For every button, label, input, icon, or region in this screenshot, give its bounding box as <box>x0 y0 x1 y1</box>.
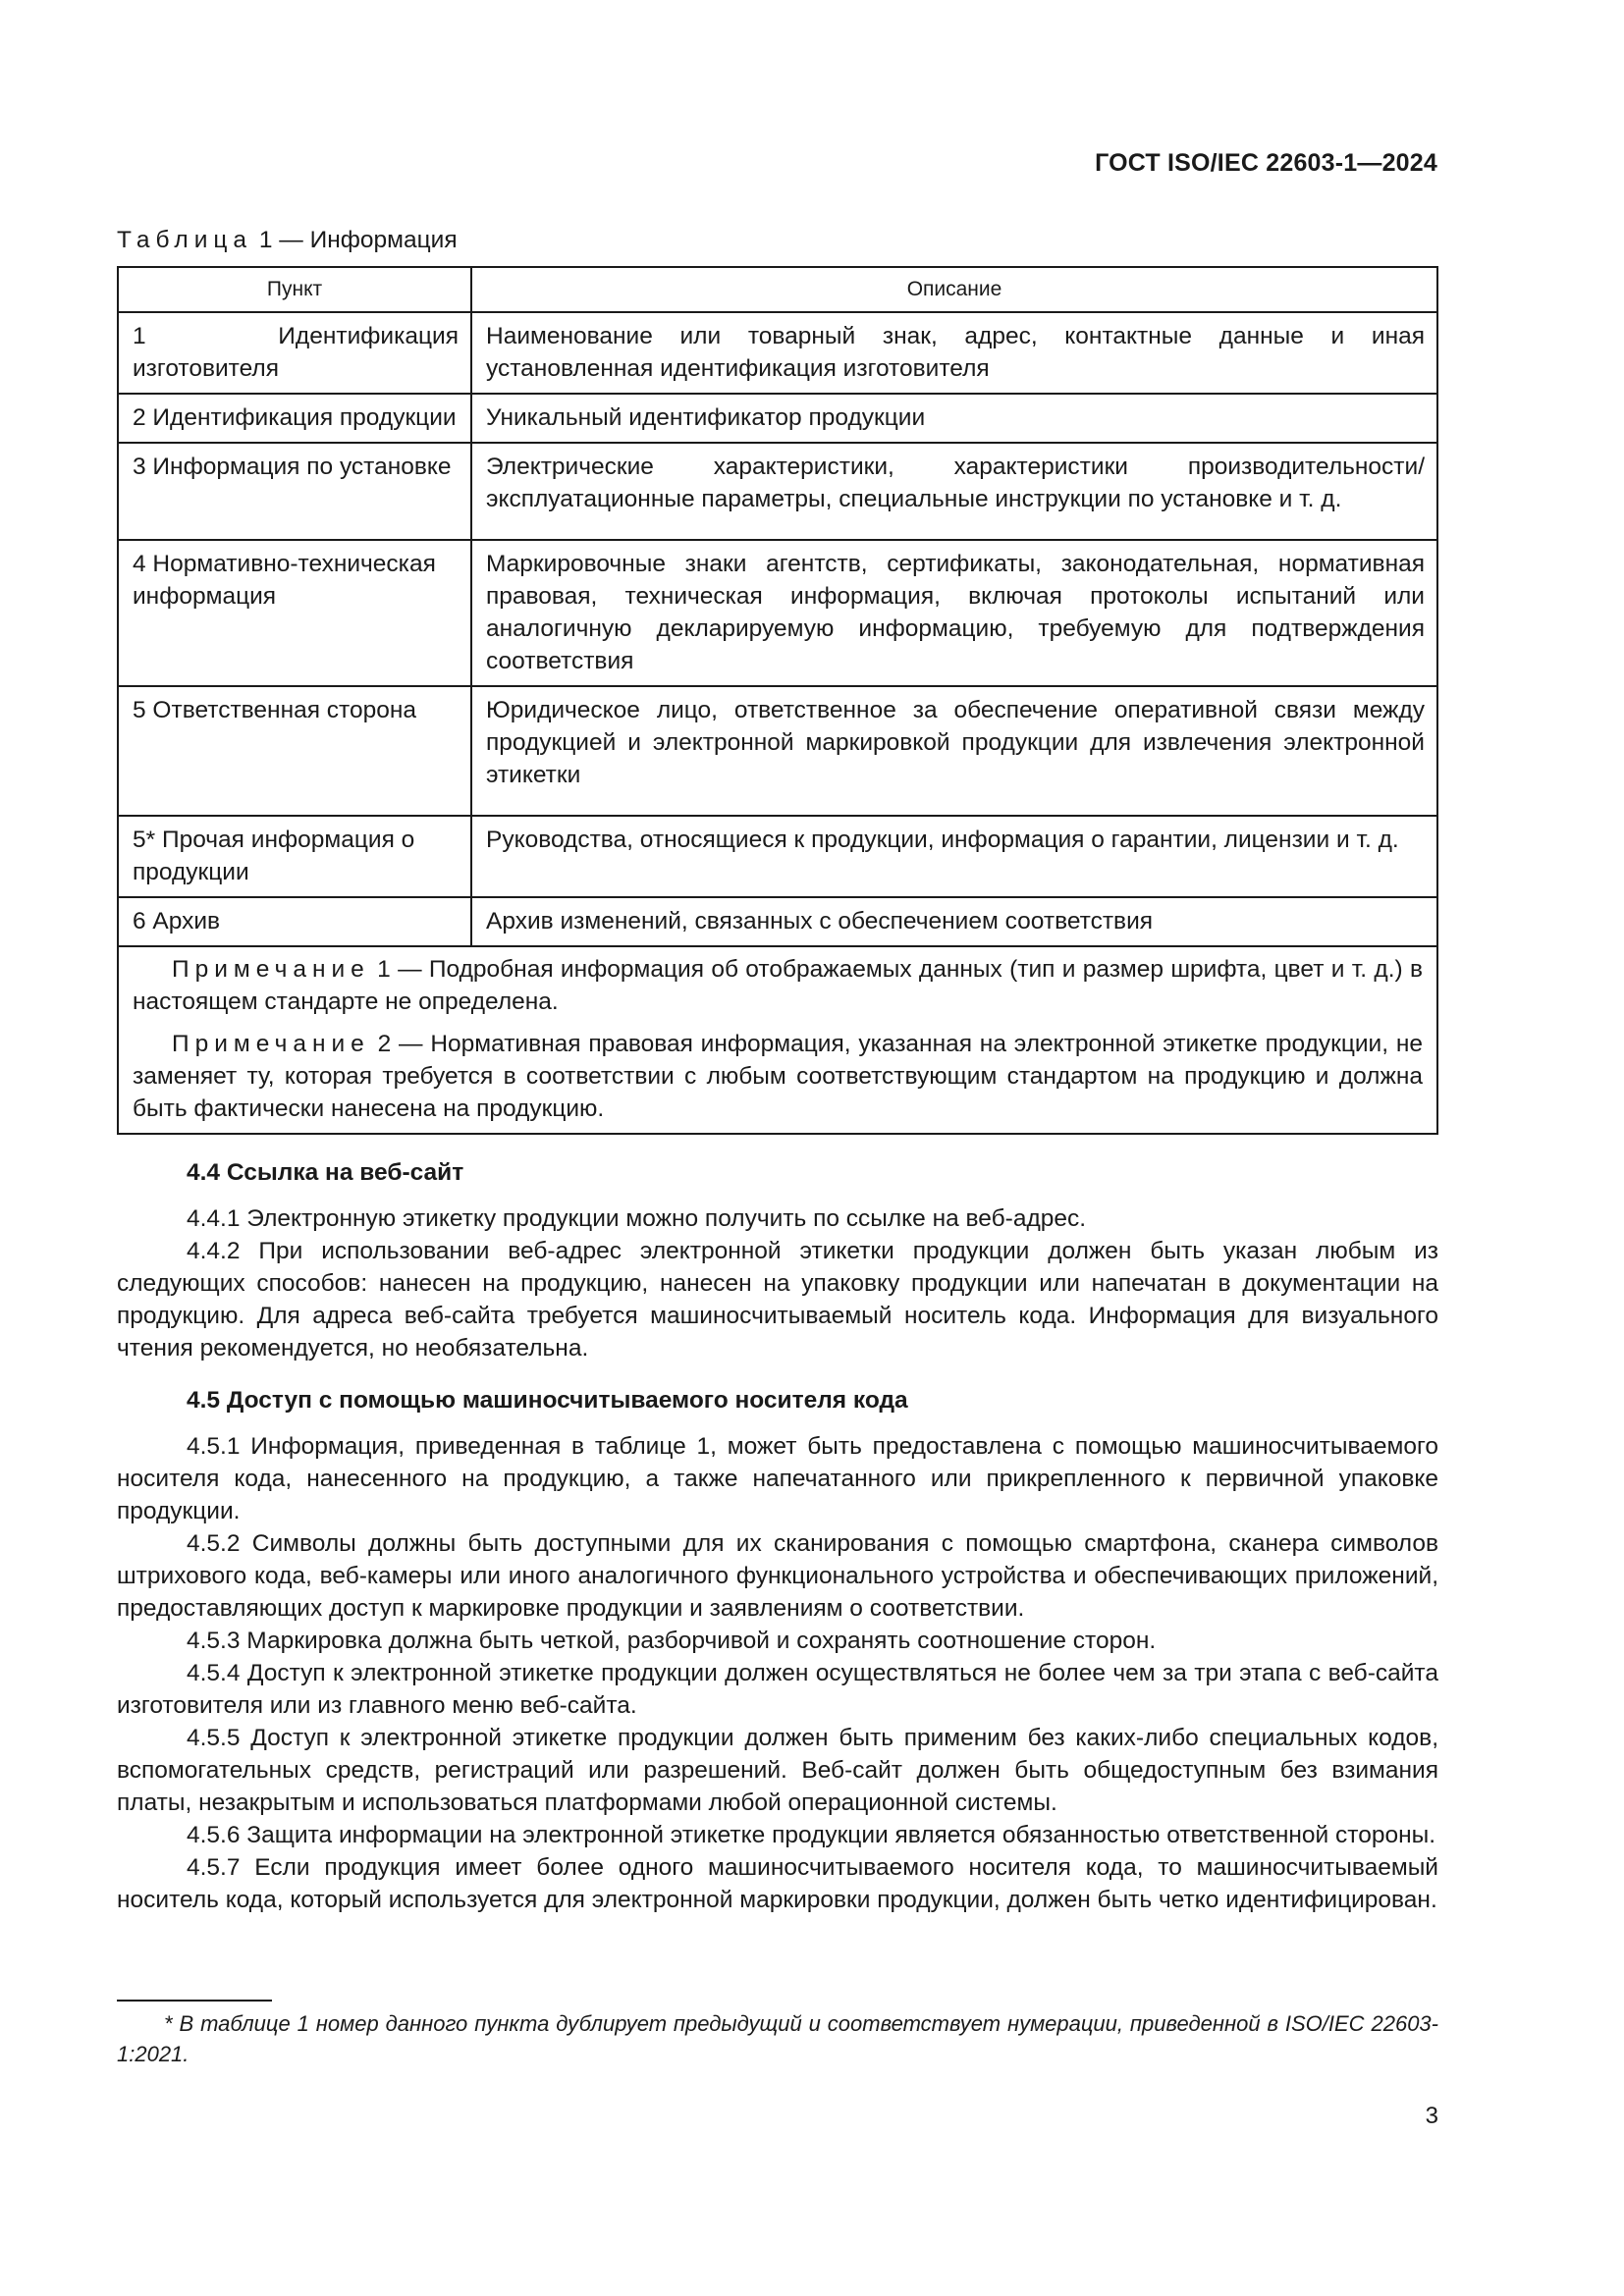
table-row <box>118 686 1437 816</box>
paragraph: 4.5.3 Маркировка должна быть четкой, разборчивой и сохранять соотношение сторон. <box>187 1628 1157 1654</box>
table-notes <box>118 946 1437 1134</box>
footnote: * В таблице 1 номер данного пункта дублирует предыдущий и соответствует нумерации, приведенной в ISO/IEC 22603-1:2021. <box>117 2011 1438 2066</box>
page-content <box>117 224 1438 1916</box>
paragraph: 4.5.4 Доступ к электронной этикетке продукции должен осуществляться не более чем за три этапа с веб-сайта изготовителя или из главного меню веб-сайта. <box>117 1660 1438 1719</box>
paragraph: 4.5.7 Если продукция имеет более одного машиносчитываемого носителя кода, то машиносчитываемый носитель кода, который используется для электронной маркировки продукции, должен быть четко идентифицирован. <box>117 1854 1438 1913</box>
paragraph: 4.5.6 Защита информации на электронной этикетке продукции является обязанностью ответственной стороны. <box>187 1822 1436 1848</box>
table-row <box>118 897 1437 946</box>
table-row <box>118 394 1437 443</box>
item-cell: 4 Нормативно-техническая информация <box>118 540 471 686</box>
item-cell: 1 Идентификация изготовителя <box>118 312 471 394</box>
paragraph: 4.5.2 Символы должны быть доступными для их сканирования с помощью смартфона, сканера символов штрихового кода, веб-камеры или иного аналогичного функционального устройства и обеспечивающих приложений, предоставляющих доступ к маркировке продукции и заявлениям о соответствии. <box>117 1530 1438 1622</box>
table-row <box>118 312 1437 394</box>
table-header-row <box>118 267 1437 312</box>
standard-code: ГОСТ ISO/IEC 22603-1—2024 <box>1095 149 1437 177</box>
description-cell: Маркировочные знаки агентств, сертификаты, законодательная, нормативная правовая, техническая информация, включая протоколы испытаний или аналогичную декларируемую информацию, требуемую для подтверждения соответствия <box>471 540 1437 686</box>
item-cell: 5* Прочая информация о продукции <box>118 816 471 897</box>
description-cell: Наименование или товарный знак, адрес, контактные данные и иная установленная идентификация изготовителя <box>471 312 1437 394</box>
table-caption-label: Таблица <box>117 227 253 253</box>
section-heading-4-4: 4.4 Ссылка на веб-сайт <box>187 1159 464 1186</box>
table-row <box>118 443 1437 540</box>
item-cell: 5 Ответственная сторона <box>118 686 471 816</box>
table-caption <box>117 224 1438 256</box>
section-heading-4-5: 4.5 Доступ с помощью машиносчитываемого носителя кода <box>187 1387 908 1414</box>
table-note: Примечание 1 — Подробная информация об отображаемых данных (тип и размер шрифта, цвет и т. д.) в настоящем стандарте не определена. <box>133 956 1423 1015</box>
table-row <box>118 816 1437 897</box>
description-cell: Юридическое лицо, ответственное за обеспечение оперативной связи между продукцией и электронной маркировкой продукции для извлечения электронной этикетки <box>471 686 1437 816</box>
description-cell: Уникальный идентификатор продукции <box>471 394 1437 443</box>
information-table <box>117 266 1438 1135</box>
paragraph: 4.5.5 Доступ к электронной этикетке продукции должен быть применим без каких-либо специальных кодов, вспомогательных средств, регистраций или разрешений. Веб-сайт должен быть общедоступным без взимания платы, незакрытым и использоваться платформами любой операционной системы. <box>117 1725 1438 1816</box>
paragraph: 4.5.1 Информация, приведенная в таблице 1, может быть предоставлена с помощью машиносчитываемого носителя кода, нанесенного на продукцию, а также напечатанного или прикрепленного к первичной упаковке продукции. <box>117 1433 1438 1524</box>
description-cell: Электрические характеристики, характеристики производительности/эксплуатационные параметры, специальные инструкции по установке и т. д. <box>471 443 1437 540</box>
description-cell: Архив изменений, связанных с обеспечением соответствия <box>471 897 1437 946</box>
paragraph: 4.4.1 Электронную этикетку продукции можно получить по ссылке на веб-адрес. <box>187 1205 1087 1232</box>
item-cell: 6 Архив <box>118 897 471 946</box>
table-note: Примечание 2 — Нормативная правовая информация, указанная на электронной этикетке продукции, не заменяет ту, которая требуется в соответствии с любым соответствующим стандартом на продукцию и должна быть фактически нанесена на продукцию. <box>133 1031 1423 1122</box>
paragraph: 4.4.2 При использовании веб-адрес электронной этикетки продукции должен быть указан любым из следующих способов: нанесен на продукцию, нанесен на упаковку продукции или напечатан в документации на продукцию. Для адреса веб-сайта требуется машиносчитываемый носитель кода. Информация для визуального чтения рекомендуется, но необязательна. <box>117 1238 1438 1362</box>
column-header-description: Описание <box>471 267 1437 312</box>
table-notes-row <box>118 946 1437 1134</box>
description-cell: Руководства, относящиеся к продукции, информация о гарантии, лицензии и т. д. <box>471 816 1437 897</box>
table-caption-title: 1 — Информация <box>258 227 458 253</box>
footnote-divider <box>117 2000 272 2002</box>
item-cell: 3 Информация по установке <box>118 443 471 540</box>
page-number: 3 <box>1425 2103 1438 2129</box>
table-row <box>118 540 1437 686</box>
column-header-item: Пункт <box>118 267 471 312</box>
item-cell: 2 Идентификация продукции <box>118 394 471 443</box>
